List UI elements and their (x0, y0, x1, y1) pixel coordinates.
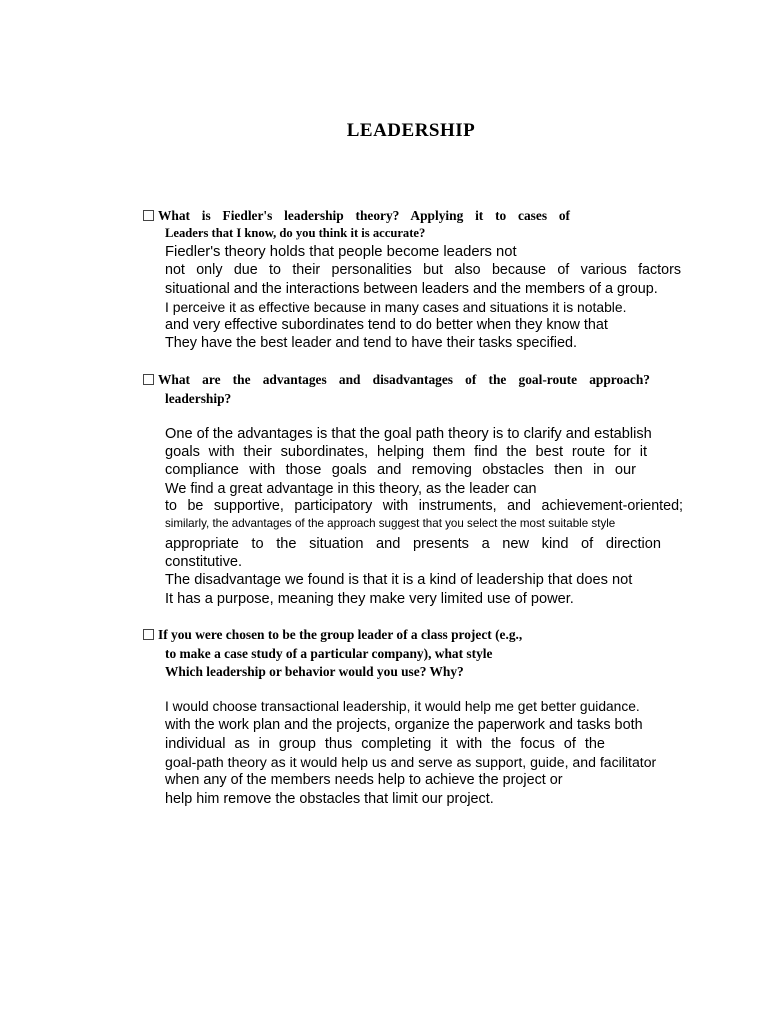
checkbox-bullet-icon (143, 629, 154, 640)
question-line: What is Fiedler's leadership theory? Applying it to cases of (158, 208, 570, 223)
answer-line: goal-path theory as it would help us and serve as support, guide, and facilitator (165, 754, 657, 770)
answer-line: constitutive. (165, 554, 243, 570)
answer-line: individual as in group thus completing it with the focus of the (165, 736, 605, 752)
answer-line: appropriate to the situation and presents a new kind of direction (165, 536, 661, 552)
answer-line: and very effective subordinates tend to do better when they know that (165, 317, 608, 333)
question-line: If you were chosen to be the group leader of a class project (e.g., (158, 627, 523, 642)
checkbox-bullet-icon (143, 210, 154, 221)
question-line: What are the advantages and disadvantages of the goal-route approach? (158, 372, 650, 387)
answer-line: One of the advantages is that the goal path theory is to clarify and establish (165, 426, 652, 442)
answer-line: not only due to their personalities but also because of various factors (165, 262, 681, 278)
answer-line: I would choose transactional leadership, it would help me get better guidance. (165, 699, 640, 714)
answer-line: with the work plan and the projects, organize the paperwork and tasks both (165, 717, 643, 733)
answer-line: We find a great advantage in this theory, as the leader can (165, 481, 537, 497)
answer-line: Fiedler's theory holds that people become leaders not (165, 244, 517, 260)
question-line: Which leadership or behavior would you use? Why? (165, 664, 464, 679)
answer-line: similarly, the advantages of the approach suggest that you select the most suitable style (165, 517, 616, 530)
answer-line: when any of the members needs help to achieve the project or (165, 772, 563, 788)
answer-line: help him remove the obstacles that limit our project. (165, 791, 494, 807)
answer-line: to be supportive, participatory with instruments, and achievement-oriented; (165, 498, 683, 514)
answer-line: goals with their subordinates, helping them find the best route for it (165, 444, 647, 460)
page-title: LEADERSHIP (346, 120, 476, 141)
answer-line: situational and the interactions between leaders and the members of a group. (165, 281, 658, 297)
answer-line: It has a purpose, meaning they make very limited use of power. (165, 591, 574, 607)
answer-line: The disadvantage we found is that it is a kind of leadership that does not (165, 572, 633, 588)
answer-line: compliance with those goals and removing obstacles then in our (165, 462, 636, 478)
answer-line: I perceive it as effective because in many cases and situations it is notable. (165, 299, 627, 315)
checkbox-bullet-icon (143, 374, 154, 385)
question-line: to make a case study of a particular company), what style (165, 646, 493, 661)
answer-line: They have the best leader and tend to have their tasks specified. (165, 335, 577, 351)
question-line: Leaders that I know, do you think it is accurate? (165, 226, 426, 240)
question-line: leadership? (165, 391, 232, 406)
